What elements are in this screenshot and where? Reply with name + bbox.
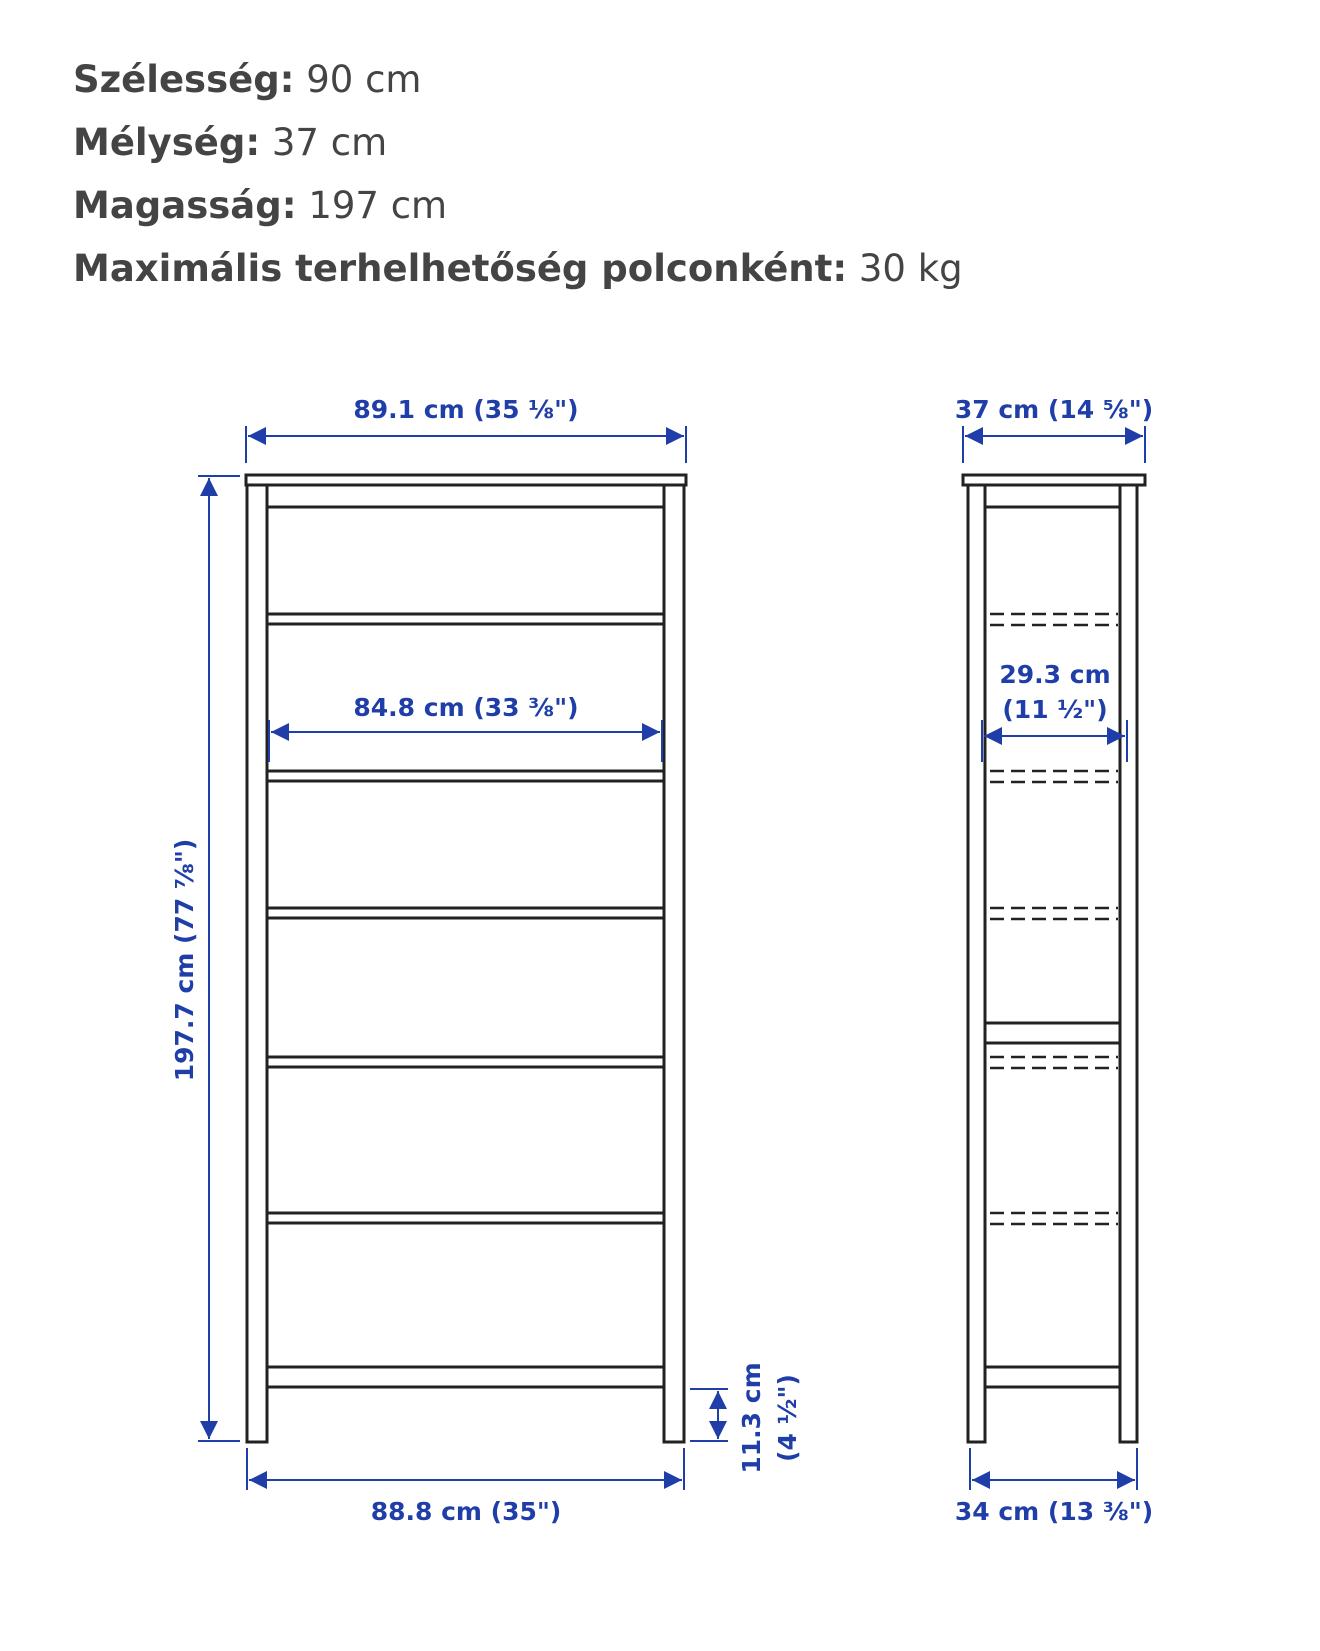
spec-max-load-label: Maximális terhelhetőség polconként: — [73, 247, 848, 290]
front-shelf-2 — [267, 771, 664, 781]
spec-max-load-value: 30 kg — [858, 247, 963, 290]
spec-height-label: Magasság: — [73, 184, 297, 227]
dimension-top-width — [246, 395, 686, 463]
spec-width-value: 90 cm — [306, 58, 422, 101]
front-view-bookcase — [246, 475, 686, 1442]
dimension-leg-height-in-label: (4 ½") — [773, 1374, 802, 1462]
dimension-leg-height — [690, 1362, 802, 1473]
dimension-bottom-depth-label: 34 cm (13 ⅜") — [954, 1497, 1154, 1526]
dimension-bottom-width-label: 88.8 cm (35") — [370, 1497, 562, 1526]
dimension-bottom-width — [247, 1448, 684, 1526]
front-top-rail — [267, 485, 664, 507]
dimension-inner-depth-in-label: (11 ½") — [1002, 695, 1108, 724]
front-left-side — [247, 485, 267, 1442]
side-top-rail — [985, 485, 1120, 507]
dimension-inner-width-label: 84.8 cm (33 ⅜") — [353, 693, 579, 722]
front-bottom-shelf — [267, 1367, 664, 1387]
front-shelf-5 — [267, 1213, 664, 1223]
dimension-top-width-label: 89.1 cm (35 ⅛") — [353, 395, 579, 424]
dimension-inner-depth — [982, 660, 1127, 762]
side-bottom-shelf — [985, 1367, 1120, 1387]
spec-width-label: Szélesség: — [73, 58, 295, 101]
front-shelf-1 — [267, 614, 664, 624]
dimension-top-depth — [955, 395, 1153, 463]
side-back-post — [1120, 485, 1137, 1442]
front-shelf-3 — [267, 908, 664, 918]
dimension-top-depth-label: 37 cm (14 ⅝") — [954, 395, 1154, 424]
dimension-height-label: 197.7 cm (77 ⅞") — [170, 838, 199, 1082]
dimension-leg-height-cm-label: 11.3 cm — [737, 1362, 766, 1474]
front-right-side — [664, 485, 684, 1442]
side-front-post — [968, 485, 985, 1442]
dimension-bottom-depth — [955, 1448, 1153, 1526]
dimension-inner-depth-cm-label: 29.3 cm — [999, 660, 1111, 689]
side-fixed-shelf — [985, 1023, 1120, 1043]
side-view-bookcase — [963, 475, 1145, 1442]
dimension-height — [170, 476, 240, 1441]
spec-depth-value: 37 cm — [271, 121, 388, 164]
dimension-inner-width — [269, 693, 662, 762]
spec-depth-label: Mélység: — [73, 121, 261, 164]
front-shelf-4 — [267, 1057, 664, 1067]
spec-height-value: 197 cm — [308, 184, 448, 227]
